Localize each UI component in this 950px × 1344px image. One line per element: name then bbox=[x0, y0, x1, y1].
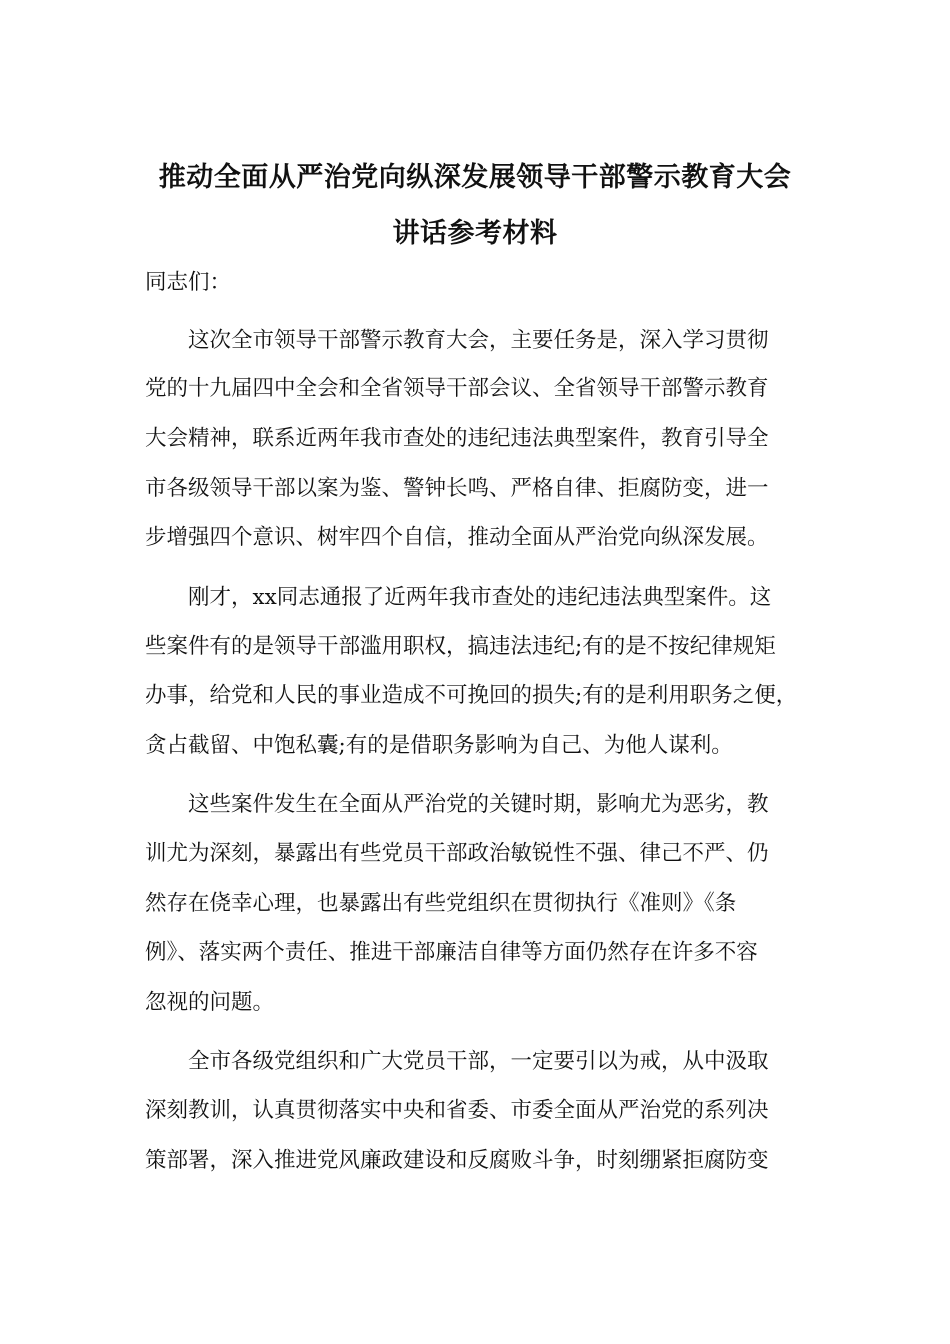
paragraph-2-line-1: 刚才，xx同志通报了近两年我市查处的违纪违法典型案件。这 bbox=[188, 585, 772, 610]
paragraph-1-line-1: 这次全市领导干部警示教育大会，主要任务是，深入学习贯彻 bbox=[188, 328, 769, 353]
salutation: 同志们： bbox=[145, 270, 232, 295]
document-title bbox=[140, 150, 810, 262]
paragraph-1-line-3: 大会精神，联系近两年我市查处的违纪违法典型案件，教育引导全 bbox=[145, 426, 769, 451]
paragraph-3-line-2: 训尤为深刻，暴露出有些党员干部政治敏锐性不强、律己不严、仍 bbox=[145, 841, 769, 866]
paragraph-3-line-1: 这些案件发生在全面从严治党的关键时期，影响尤为恶劣，教 bbox=[188, 792, 769, 817]
paragraph-1-line-5: 步增强四个意识、树牢四个自信，推动全面从严治党向纵深发展。 bbox=[145, 525, 769, 550]
paragraph-1-line-4: 市各级领导干部以案为鉴、警钟长鸣、严格自律、拒腐防变，进一 bbox=[145, 476, 769, 501]
paragraph-1-line-2: 党的十九届四中全会和全省领导干部会议、全省领导干部警示教育 bbox=[145, 376, 769, 401]
paragraph-3-line-5: 忽视的问题。 bbox=[145, 990, 275, 1015]
paragraph-2-line-3: 办事，给党和人民的事业造成不可挽回的损失;有的是利用职务之便， bbox=[145, 683, 798, 708]
paragraph-4-line-3: 策部署，深入推进党风廉政建设和反腐败斗争，时刻绷紧拒腐防变 bbox=[145, 1148, 769, 1173]
paragraph-4-line-1: 全市各级党组织和广大党员干部，一定要引以为戒，从中汲取 bbox=[188, 1049, 769, 1074]
paragraph-4-line-2: 深刻教训，认真贯彻落实中央和省委、市委全面从严治党的系列决 bbox=[145, 1098, 769, 1123]
paragraph-2-line-2: 些案件有的是领导干部滥用职权，搞违法违纪;有的是不按纪律规矩 bbox=[145, 634, 776, 659]
paragraph-3-line-4: 例》、落实两个责任、推进干部廉洁自律等方面仍然存在许多不容 bbox=[145, 940, 758, 965]
paragraph-2-line-4: 贪占截留、中饱私囊;有的是借职务影响为自己、为他人谋利。 bbox=[145, 733, 733, 758]
title-line-1: 推动全面从严治党向纵深发展领导干部警示教育大会 bbox=[158, 162, 792, 193]
title-line-2: 讲话参考材料 bbox=[392, 218, 558, 249]
paragraph-3-line-3: 然存在侥幸心理，也暴露出有些党组织在贯彻执行《准则》《条 bbox=[145, 891, 737, 916]
